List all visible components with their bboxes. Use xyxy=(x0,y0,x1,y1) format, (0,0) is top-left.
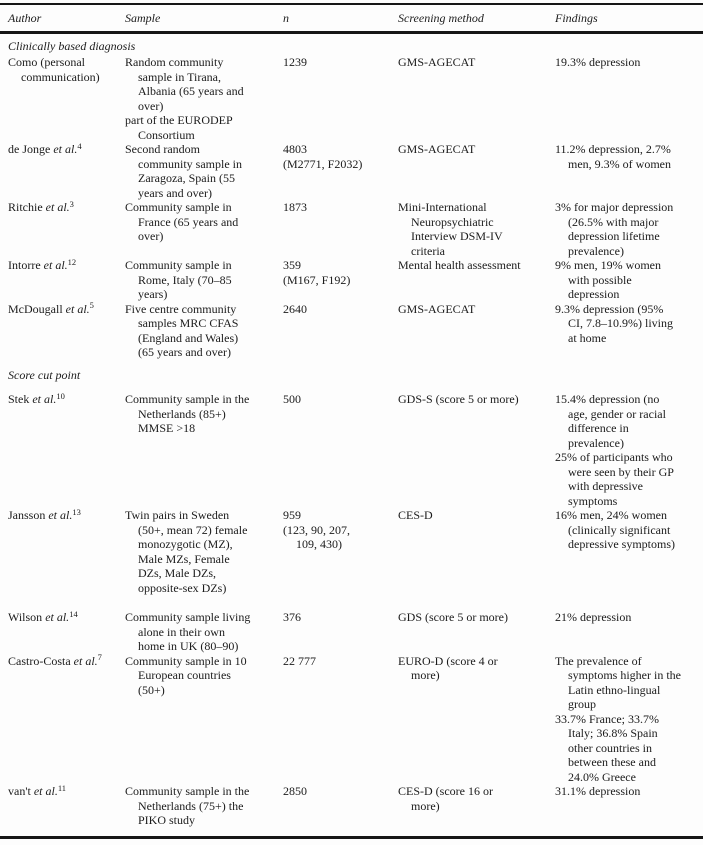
cell-screening xyxy=(398,302,555,317)
cell-author xyxy=(0,610,125,625)
cell-line: samples MRC CFAS xyxy=(138,316,239,330)
table-bottom-rule xyxy=(0,836,703,839)
cell-line: age, gender or racial xyxy=(568,406,666,421)
cell-line: CES-D xyxy=(398,508,433,522)
cell-line: Consortium xyxy=(138,127,195,142)
cell-line: other countries in xyxy=(568,740,652,755)
cell-line: difference in xyxy=(568,421,629,435)
cell-sample xyxy=(125,142,283,200)
cell-findings xyxy=(555,302,695,346)
cell-line: 24.0% Greece xyxy=(568,769,636,784)
cell-line: (50+) xyxy=(138,682,165,697)
cell-n xyxy=(283,258,398,287)
cell-line: Netherlands (75+) the xyxy=(138,798,244,813)
cell-author xyxy=(0,784,125,799)
cell-line: Albania (65 years and xyxy=(138,84,244,98)
cell-line: DZs, Male DZs, xyxy=(138,566,216,580)
cell-line: 3% for major depression xyxy=(555,200,674,214)
cell-line: Stek et al.$^{10}$ xyxy=(8,390,65,406)
cell-line: 22 777 xyxy=(283,653,316,668)
cell-line: 21% depression xyxy=(555,610,632,624)
cell-line: France (65 years and xyxy=(138,214,239,229)
cell-line: Wilson et al.$^{14}$ xyxy=(8,608,78,624)
cell-line: Community sample living xyxy=(125,610,251,624)
cell-line: over) xyxy=(138,98,164,113)
cell-sample xyxy=(125,508,283,595)
table-row xyxy=(0,55,703,142)
cell-line: GMS-AGECAT xyxy=(398,301,476,316)
cell-line: GMS-AGECAT xyxy=(398,55,476,69)
cell-line: prevalence) xyxy=(568,435,624,450)
cell-sample xyxy=(125,200,283,244)
cell-line: (England and Wales) xyxy=(138,330,239,345)
cell-line: 25% of participants who xyxy=(555,450,673,464)
cell-author xyxy=(0,258,125,273)
cell-line: (50+, mean 72) female xyxy=(138,522,248,537)
cell-n xyxy=(283,302,398,317)
cell-n xyxy=(283,142,398,171)
cell-n xyxy=(283,392,398,407)
cell-line: men, 9.3% of women xyxy=(568,156,671,171)
table-header-rule xyxy=(0,31,703,34)
col-header-n: n xyxy=(283,11,289,25)
col-header-findings: Findings xyxy=(555,11,598,25)
cell-line: 1873 xyxy=(283,200,307,214)
table-row xyxy=(0,784,703,828)
cell-line: 11.2% depression, 2.7% xyxy=(555,142,671,156)
cell-sample xyxy=(125,392,283,436)
cell-line: alone in their own xyxy=(138,624,225,639)
cell-line: Mental health assessment xyxy=(398,258,521,272)
cell-line: symptoms xyxy=(568,493,618,508)
table-row xyxy=(0,508,703,595)
cell-findings xyxy=(555,200,695,258)
cell-line: years and over) xyxy=(138,185,212,200)
cell-line: Male MZs, Female xyxy=(138,551,230,566)
table-row xyxy=(0,654,703,785)
cell-author xyxy=(0,392,125,407)
cell-line: 9.3% depression (95% xyxy=(555,301,664,316)
cell-line: 15.4% depression (no xyxy=(555,392,660,406)
cell-line: 31.1% depression xyxy=(555,784,641,798)
cell-line: 500 xyxy=(283,392,301,406)
cell-n xyxy=(283,654,398,669)
cell-line: 109, 430) xyxy=(296,537,342,551)
cell-screening xyxy=(398,258,555,273)
table-row xyxy=(0,302,703,360)
cell-line: more) xyxy=(411,668,440,682)
cell-author xyxy=(0,654,125,669)
cell-line: between these and xyxy=(568,755,656,769)
cell-findings xyxy=(555,784,695,799)
cell-screening xyxy=(398,200,555,258)
cell-n xyxy=(283,784,398,799)
cell-line: community sample in xyxy=(138,156,242,171)
cell-line: GMS-AGECAT xyxy=(398,142,476,156)
cell-line: Rome, Italy (70–85 xyxy=(138,272,232,287)
cell-line: Random community xyxy=(125,55,224,69)
cell-line: Community sample in the xyxy=(125,784,250,798)
cell-line: European countries xyxy=(138,668,231,682)
cell-screening xyxy=(398,784,555,813)
col-header-author: Author xyxy=(8,11,42,25)
cell-line: Netherlands (85+) xyxy=(138,406,226,421)
cell-screening xyxy=(398,392,555,407)
table-header-row xyxy=(0,5,703,31)
cell-line: 359 xyxy=(283,258,301,272)
cell-line: Five centre community xyxy=(125,301,237,316)
cell-findings xyxy=(555,508,695,552)
cell-line: The prevalence of xyxy=(555,653,642,668)
cell-line: 9% men, 19% women xyxy=(555,258,661,272)
cell-line: 2850 xyxy=(283,784,307,798)
cell-sample xyxy=(125,784,283,828)
cell-line: Community sample in xyxy=(125,258,232,272)
cell-line: were seen by their GP xyxy=(568,464,674,479)
cell-author xyxy=(0,302,125,317)
table-row xyxy=(0,142,703,200)
cell-line: Zaragoza, Spain (55 xyxy=(138,171,235,185)
cell-sample xyxy=(125,654,283,698)
cell-screening xyxy=(398,142,555,157)
cell-n xyxy=(283,610,398,625)
table-body xyxy=(0,39,703,828)
cell-line: 19.3% depression xyxy=(555,55,641,69)
cell-line: 1239 xyxy=(283,55,307,69)
cell-line: CI, 7.8–10.9%) living xyxy=(568,316,673,330)
cell-author xyxy=(0,508,125,523)
cell-line: home in UK (80–90) xyxy=(138,639,239,653)
cell-sample xyxy=(125,302,283,360)
cell-line: with possible xyxy=(568,272,632,287)
cell-findings xyxy=(555,258,695,302)
cell-line: 4803 xyxy=(283,142,307,156)
cell-line: more) xyxy=(411,798,440,813)
cell-line: Como (personal xyxy=(8,55,85,69)
cell-line: Ritchie et al.$^3$ xyxy=(8,198,74,214)
cell-line: Second random xyxy=(125,142,200,156)
section-title: Clinically based diagnosis xyxy=(8,38,136,53)
cell-author xyxy=(0,142,125,157)
cell-screening xyxy=(398,508,555,523)
cell-line: 33.7% France; 33.7% xyxy=(555,711,659,726)
col-header-sample: Sample xyxy=(125,11,161,25)
cell-line: Castro-Costa et al.$^7$ xyxy=(8,652,102,668)
cell-line: (M167, F192) xyxy=(283,272,351,287)
cell-line: McDougall et al.$^5$ xyxy=(8,300,94,316)
cell-sample xyxy=(125,610,283,654)
cell-line: (clinically significant xyxy=(568,522,671,537)
cell-line: Italy; 36.8% Spain xyxy=(568,726,658,740)
cell-screening xyxy=(398,55,555,70)
cell-line: CES-D (score 16 or xyxy=(398,784,493,798)
cell-line: (M2771, F2032) xyxy=(283,156,363,171)
cell-line: Jansson et al.$^{13}$ xyxy=(8,506,81,522)
cell-sample xyxy=(125,258,283,302)
cell-line: depression lifetime xyxy=(568,229,660,243)
cell-line: MMSE >18 xyxy=(138,421,196,435)
cell-line: at home xyxy=(568,330,607,345)
cell-line: Mini-International xyxy=(398,200,487,214)
cell-line: Community sample in 10 xyxy=(125,653,247,668)
cell-findings xyxy=(555,654,695,785)
cell-line: Intorre et al.$^{12}$ xyxy=(8,256,77,272)
cell-line: (123, 90, 207, xyxy=(283,522,350,537)
cell-line: PIKO study xyxy=(138,813,196,827)
table-row xyxy=(0,392,703,508)
cell-line: 376 xyxy=(283,610,301,624)
cell-line: years) xyxy=(138,287,168,301)
cell-n xyxy=(283,508,398,552)
cell-line: depressive symptoms) xyxy=(568,537,675,551)
cell-line: GDS (score 5 or more) xyxy=(398,610,508,624)
cell-line: (65 years and over) xyxy=(138,345,231,359)
cell-line: monozygotic (MZ), xyxy=(138,537,233,551)
cell-line: Twin pairs in Sweden xyxy=(125,508,230,522)
cell-sample xyxy=(125,55,283,142)
table-row xyxy=(0,258,703,302)
cell-line: (26.5% with major xyxy=(568,214,659,229)
cell-findings xyxy=(555,142,695,171)
cell-line: with depressive xyxy=(568,479,643,493)
cell-line: Interview DSM-IV xyxy=(411,229,503,243)
cell-line: opposite-sex DZs) xyxy=(138,580,227,595)
cell-line: depression xyxy=(568,287,620,301)
col-header-screening: Screening method xyxy=(398,11,484,25)
cell-line: GDS-S (score 5 or more) xyxy=(398,392,519,406)
cell-author xyxy=(0,200,125,215)
cell-line: Community sample in the xyxy=(125,392,250,406)
cell-author xyxy=(0,55,125,84)
cell-line: over) xyxy=(138,229,164,243)
cell-line: part of the EURODEP xyxy=(125,113,233,127)
cell-line: de Jonge et al.$^4$ xyxy=(8,140,82,156)
cell-line: prevalence) xyxy=(568,243,624,258)
cell-line: Latin ethno-lingual xyxy=(568,682,661,697)
cell-n xyxy=(283,200,398,215)
cell-findings xyxy=(555,610,695,625)
cell-findings xyxy=(555,392,695,508)
cell-findings xyxy=(555,55,695,70)
cell-n xyxy=(283,55,398,70)
cell-screening xyxy=(398,610,555,625)
cell-line: 2640 xyxy=(283,301,307,316)
cell-line: Community sample in xyxy=(125,200,232,214)
cell-line: sample in Tirana, xyxy=(138,69,221,84)
cell-line: van't et al.$^{11}$ xyxy=(8,782,67,798)
table-row xyxy=(0,610,703,654)
cell-line: EURO-D (score 4 or xyxy=(398,653,498,668)
cell-line: symptoms higher in the xyxy=(568,668,681,682)
cell-line: Neuropsychiatric xyxy=(411,214,494,229)
cell-line: group xyxy=(568,697,596,711)
cell-line: 16% men, 24% women xyxy=(555,508,667,522)
section-title: Score cut point xyxy=(8,367,81,382)
cell-line: criteria xyxy=(411,243,445,258)
cell-line: 959 xyxy=(283,508,301,522)
cell-screening xyxy=(398,654,555,683)
table-row xyxy=(0,200,703,258)
cell-line: communication) xyxy=(21,69,100,84)
